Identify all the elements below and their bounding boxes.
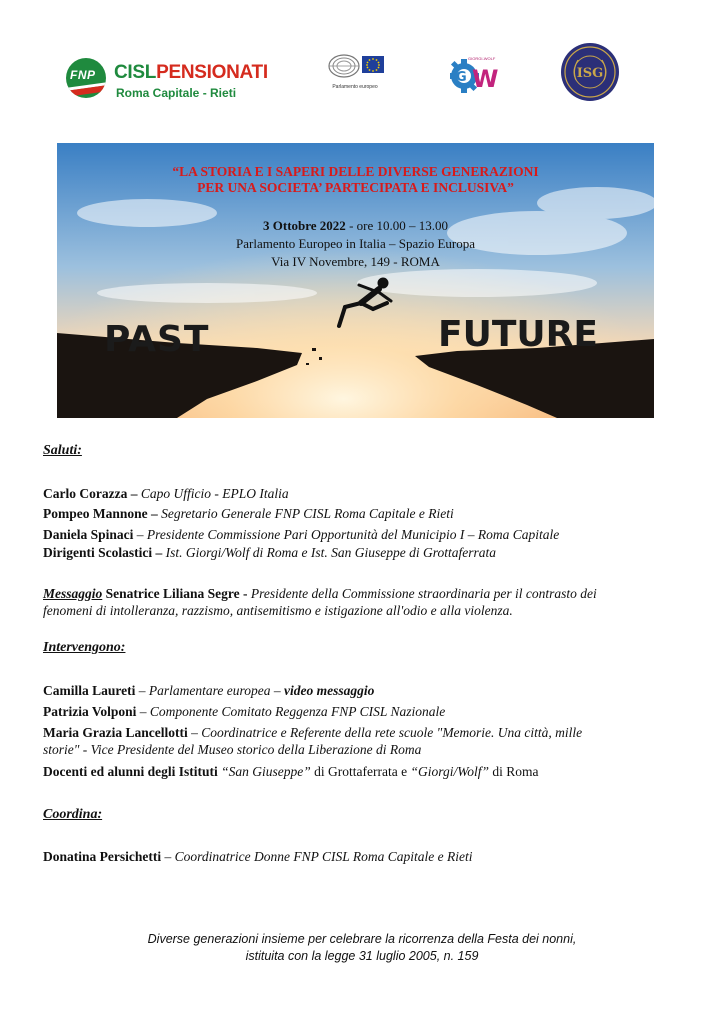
speaker-line bbox=[43, 486, 289, 502]
event-datetime bbox=[57, 217, 654, 235]
fnp-subtitle: Roma Capitale - Rieti bbox=[116, 86, 237, 100]
event-details bbox=[57, 217, 654, 271]
speaker-role: Ist. Giorgi/Wolf di Roma e Ist. San Giuseppe di Grottaferrata bbox=[165, 545, 496, 560]
school-name: “Giorgi/Wolf” bbox=[410, 764, 490, 779]
speaker-role: Capo Ufficio - EPLO Italia bbox=[140, 486, 289, 501]
event-time: - ore 10.00 – 13.00 bbox=[345, 218, 448, 233]
coordina-heading: Coordina: bbox=[43, 807, 103, 822]
event-banner bbox=[57, 143, 654, 418]
speaker-role-tail: di Roma bbox=[489, 764, 539, 779]
european-parliament-caption: Parlamento europeo bbox=[332, 84, 378, 90]
school-name: “San Giuseppe” bbox=[221, 764, 311, 779]
svg-text:W: W bbox=[472, 65, 499, 93]
message-role-line2: fenomeni di intolleranza, razzismo, antisemitismo e istigazione all'odio e alla violenza. bbox=[43, 603, 513, 618]
speaker-role-text: – Parlamentare europea – bbox=[135, 683, 284, 698]
speaker-role bbox=[135, 683, 374, 698]
speaker-name: Docenti ed alunni degli Istituti bbox=[43, 764, 222, 779]
fnp-badge-text: FNP bbox=[70, 68, 96, 82]
fnp-name-part2: PENSIONATI bbox=[156, 62, 268, 83]
event-venue: Parlamento Europeo in Italia – Spazio Europa bbox=[236, 236, 475, 251]
svg-text:ISG: ISG bbox=[576, 66, 604, 81]
event-title-line1: “LA STORIA E I SAPERI DELLE DIVERSE GENERAZIONI bbox=[172, 164, 539, 179]
logo-row bbox=[0, 40, 724, 110]
message-role-line1: Presidente della Commissione straordinaria per il contrasto dei bbox=[250, 586, 597, 601]
event-title bbox=[57, 164, 654, 196]
video-message-label: video messaggio bbox=[283, 683, 375, 698]
isg-seal-icon bbox=[560, 42, 620, 102]
isg-logo bbox=[560, 42, 620, 102]
intervengono-heading: Intervengono: bbox=[43, 640, 126, 655]
speaker-multiline bbox=[43, 724, 668, 758]
speaker-role: Segretario Generale FNP CISL Roma Capitale e Rieti bbox=[161, 506, 454, 521]
footer-line1: Diverse generazioni insieme per celebrare la ricorrenza della Festa dei nonni, bbox=[147, 932, 577, 946]
speaker-line bbox=[43, 849, 472, 865]
fnp-org-name bbox=[114, 62, 268, 84]
event-address: Via IV Novembre, 149 - ROMA bbox=[271, 254, 440, 269]
speaker-name: Maria Grazia Lancellotti bbox=[43, 725, 188, 740]
speaker-name: Camilla Laureti bbox=[43, 683, 136, 698]
speaker-name: Pompeo Mannone – bbox=[43, 506, 162, 521]
fnp-name-part1: CISL bbox=[114, 62, 157, 83]
european-parliament-logo bbox=[324, 48, 386, 94]
past-word: PAST bbox=[104, 319, 210, 360]
fnp-badge-icon bbox=[66, 58, 106, 98]
speaker-name: Patrizia Volponi bbox=[43, 704, 137, 719]
speaker-role-line1: – Coordinatrice e Referente della rete scuole "Memorie. Una città, mille bbox=[187, 725, 583, 740]
speaker-name: Daniela Spinaci bbox=[43, 527, 134, 542]
footer-line2: istituita con la legge 31 luglio 2005, n. 159 bbox=[245, 949, 479, 963]
speaker-role-line2: storie" - Vice Presidente del Museo storico della Liberazione di Roma bbox=[43, 742, 422, 757]
message-paragraph bbox=[43, 585, 668, 619]
speaker-line bbox=[43, 704, 445, 720]
speaker-line bbox=[43, 764, 539, 780]
speaker-line bbox=[43, 506, 454, 522]
speaker-line bbox=[43, 527, 559, 543]
speaker-role: – Componente Comitato Reggenza FNP CISL Nazionale bbox=[136, 704, 446, 719]
speaker-line bbox=[43, 683, 374, 699]
saluti-heading: Saluti: bbox=[43, 443, 82, 458]
event-title-line2: PER UNA SOCIETA’ PARTECIPATA E INCLUSIVA” bbox=[197, 180, 514, 195]
message-label: Messaggio bbox=[43, 586, 103, 601]
footer-note bbox=[0, 931, 724, 965]
european-parliament-icon bbox=[324, 48, 386, 84]
speaker-name: Dirigenti Scolastici – bbox=[43, 545, 166, 560]
speaker-line bbox=[43, 545, 496, 561]
speaker-role: – Coordinatrice Donne FNP CISL Roma Capitale e Rieti bbox=[161, 849, 473, 864]
giorgi-wolf-caption: GIORGI-WOLF bbox=[468, 56, 496, 61]
message-sender: Senatrice Liliana Segre - bbox=[102, 586, 251, 601]
speaker-role-mid: di Grottaferrata e bbox=[310, 764, 411, 779]
speaker-role: – Presidente Commissione Pari Opportunità del Municipio I – Roma Capitale bbox=[133, 527, 560, 542]
future-word: FUTURE bbox=[438, 314, 598, 355]
fnp-cisl-logo bbox=[66, 58, 276, 106]
svg-text:G: G bbox=[456, 70, 467, 85]
speaker-name: Donatina Persichetti bbox=[43, 849, 162, 864]
speaker-name: Carlo Corazza – bbox=[43, 486, 141, 501]
event-date: 3 Ottobre 2022 bbox=[263, 218, 346, 233]
giorgi-wolf-logo bbox=[450, 54, 502, 94]
